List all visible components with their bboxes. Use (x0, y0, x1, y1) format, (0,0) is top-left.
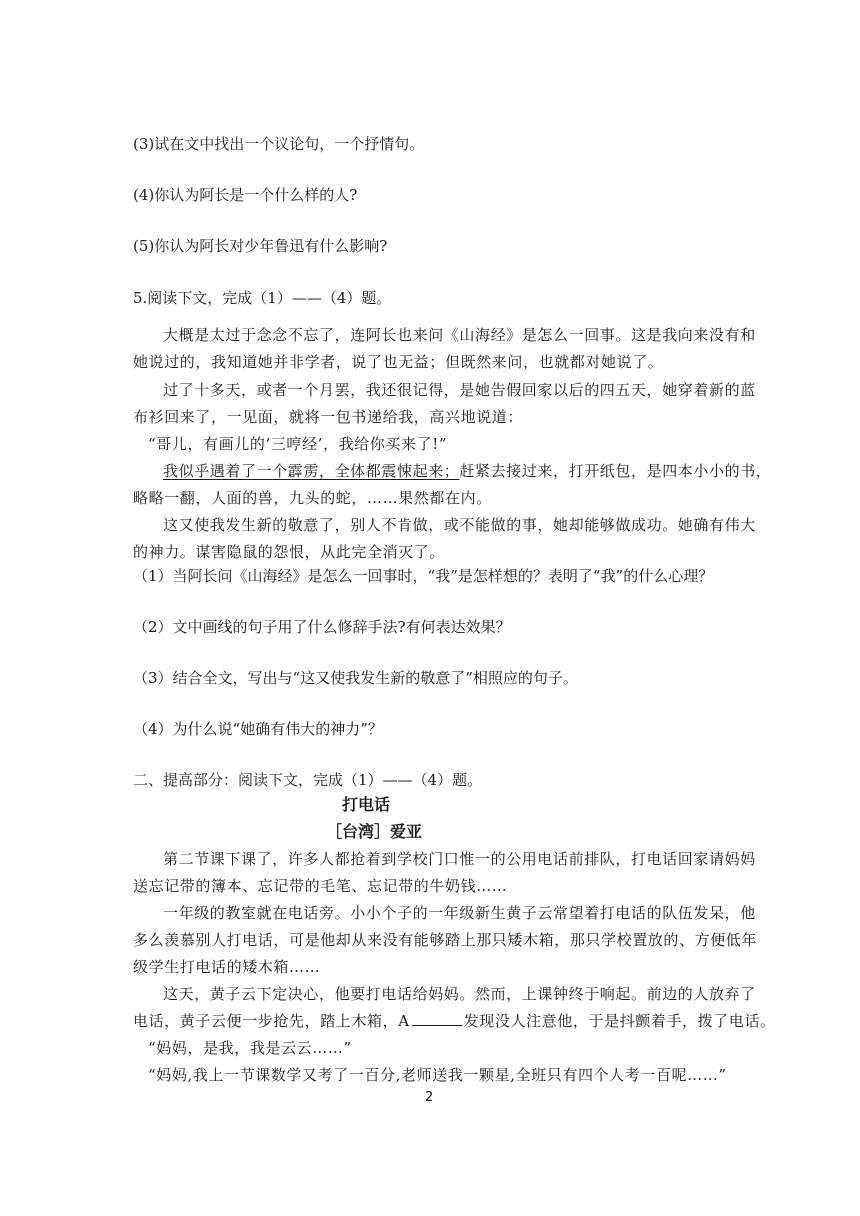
passage-line: “妈妈，是我，我是云云……” (148, 1039, 352, 1057)
section-2-heading: 二、提高部分：阅读下文，完成（1）——（4）题。 (133, 771, 483, 789)
question-4: (4)你认为阿长是一个什么样的人? (133, 186, 358, 204)
passage-line: 第二节课下课了，许多人都抢着到学校门口惟一的公用电话前排队，打电话回家请妈妈 (163, 850, 756, 868)
section-5-heading: 5.阅读下文，完成（1）——（4）题。 (133, 289, 392, 307)
article-author: ［台湾］爱亚 (326, 822, 423, 841)
sub-question-3: （3）结合全文，写出与“这又使我发生新的敬意了”相照应的句子。 (133, 669, 578, 687)
passage-quote: “哥儿，有画儿的‘三哼经’，我给你买来了!” (148, 435, 448, 453)
passage-line: 略略一翻，人面的兽，九头的蛇，……果然都在内。 (133, 489, 492, 507)
passage-line: 这又使我发生新的敬意了，别人不肯做，或不能做的事，她却能够做成功。她确有伟大 (163, 516, 756, 534)
passage-text: 电话，黄子云便一步抢先，踏上木箱，A (133, 1012, 410, 1030)
page-number: 2 (425, 1090, 434, 1105)
passage-line: 的神力。谋害隐鼠的怨恨，从此完全消灭了。 (133, 543, 446, 561)
passage-line: 送忘记带的簿本、忘记带的毛笔、忘记带的牛奶钱…… (133, 877, 508, 895)
passage-line: “妈妈,我上一节课数学又考了一百分,老师送我一颗星,全班只有四个人考一百呢……” (148, 1066, 727, 1084)
passage-line: 布衫回来了，一见面，就将一包书递给我，高兴地说道： (133, 408, 524, 426)
passage-line-underlined (163, 461, 771, 481)
sub-question-4: （4）为什么说“她确有伟大的神力”？ (133, 720, 383, 738)
passage-line: 级学生打电话的矮木箱…… (133, 958, 321, 976)
sub-question-1: （1）当阿长问《山海经》是怎么一回事时，“我”是怎样想的？表明了“我”的什么心理？ (133, 567, 714, 585)
passage-line: 一年级的教室就在电话旁。小小个子的一年级新生黄子云常望着打电话的队伍发呆，他 (163, 904, 756, 922)
passage-line: 她说过的，我知道她并非学者，说了也无益；但既然来问，也就都对她说了。 (133, 353, 664, 371)
question-5: (5)你认为阿长对少年鲁迅有什么影响? (133, 237, 388, 255)
article-title: 打电话 (342, 795, 391, 814)
passage-line: 这天，黄子云下定决心，他要打电话给妈妈。然而，上课钟终于响起。前边的人放弃了 (163, 985, 756, 1003)
fill-in-blank (412, 1011, 462, 1026)
passage-line: 过了十多天，或者一个月罢，我还很记得，是她告假回家以后的四五天，她穿着新的蓝 (163, 381, 756, 399)
underlined-sentence: 我似乎遇着了一个霹雳，全体都震悚起来； (163, 462, 460, 480)
passage-line-with-blank (133, 1011, 776, 1031)
question-3: (3)试在文中找出一个议论句，一个抒情句。 (133, 135, 425, 153)
passage-line: 多么羡慕别人打电话，可是他却从来没有能够踏上那只矮木箱，那只学校置放的、方便低年 (133, 931, 758, 949)
passage-line: 大概是太过于念念不忘了，连阿长也来问《山海经》是怎么一回事。这是我向来没有和 (163, 326, 756, 344)
passage-text: 赶紧去接过来，打开纸包，是四本小小的书， (459, 462, 772, 480)
sub-question-2: （2）文中画线的句子用了什么修辞手法?有何表达效果？ (133, 618, 511, 636)
passage-text: 发现没人注意他，于是抖颤着手，拨了电话。 (463, 1012, 776, 1030)
